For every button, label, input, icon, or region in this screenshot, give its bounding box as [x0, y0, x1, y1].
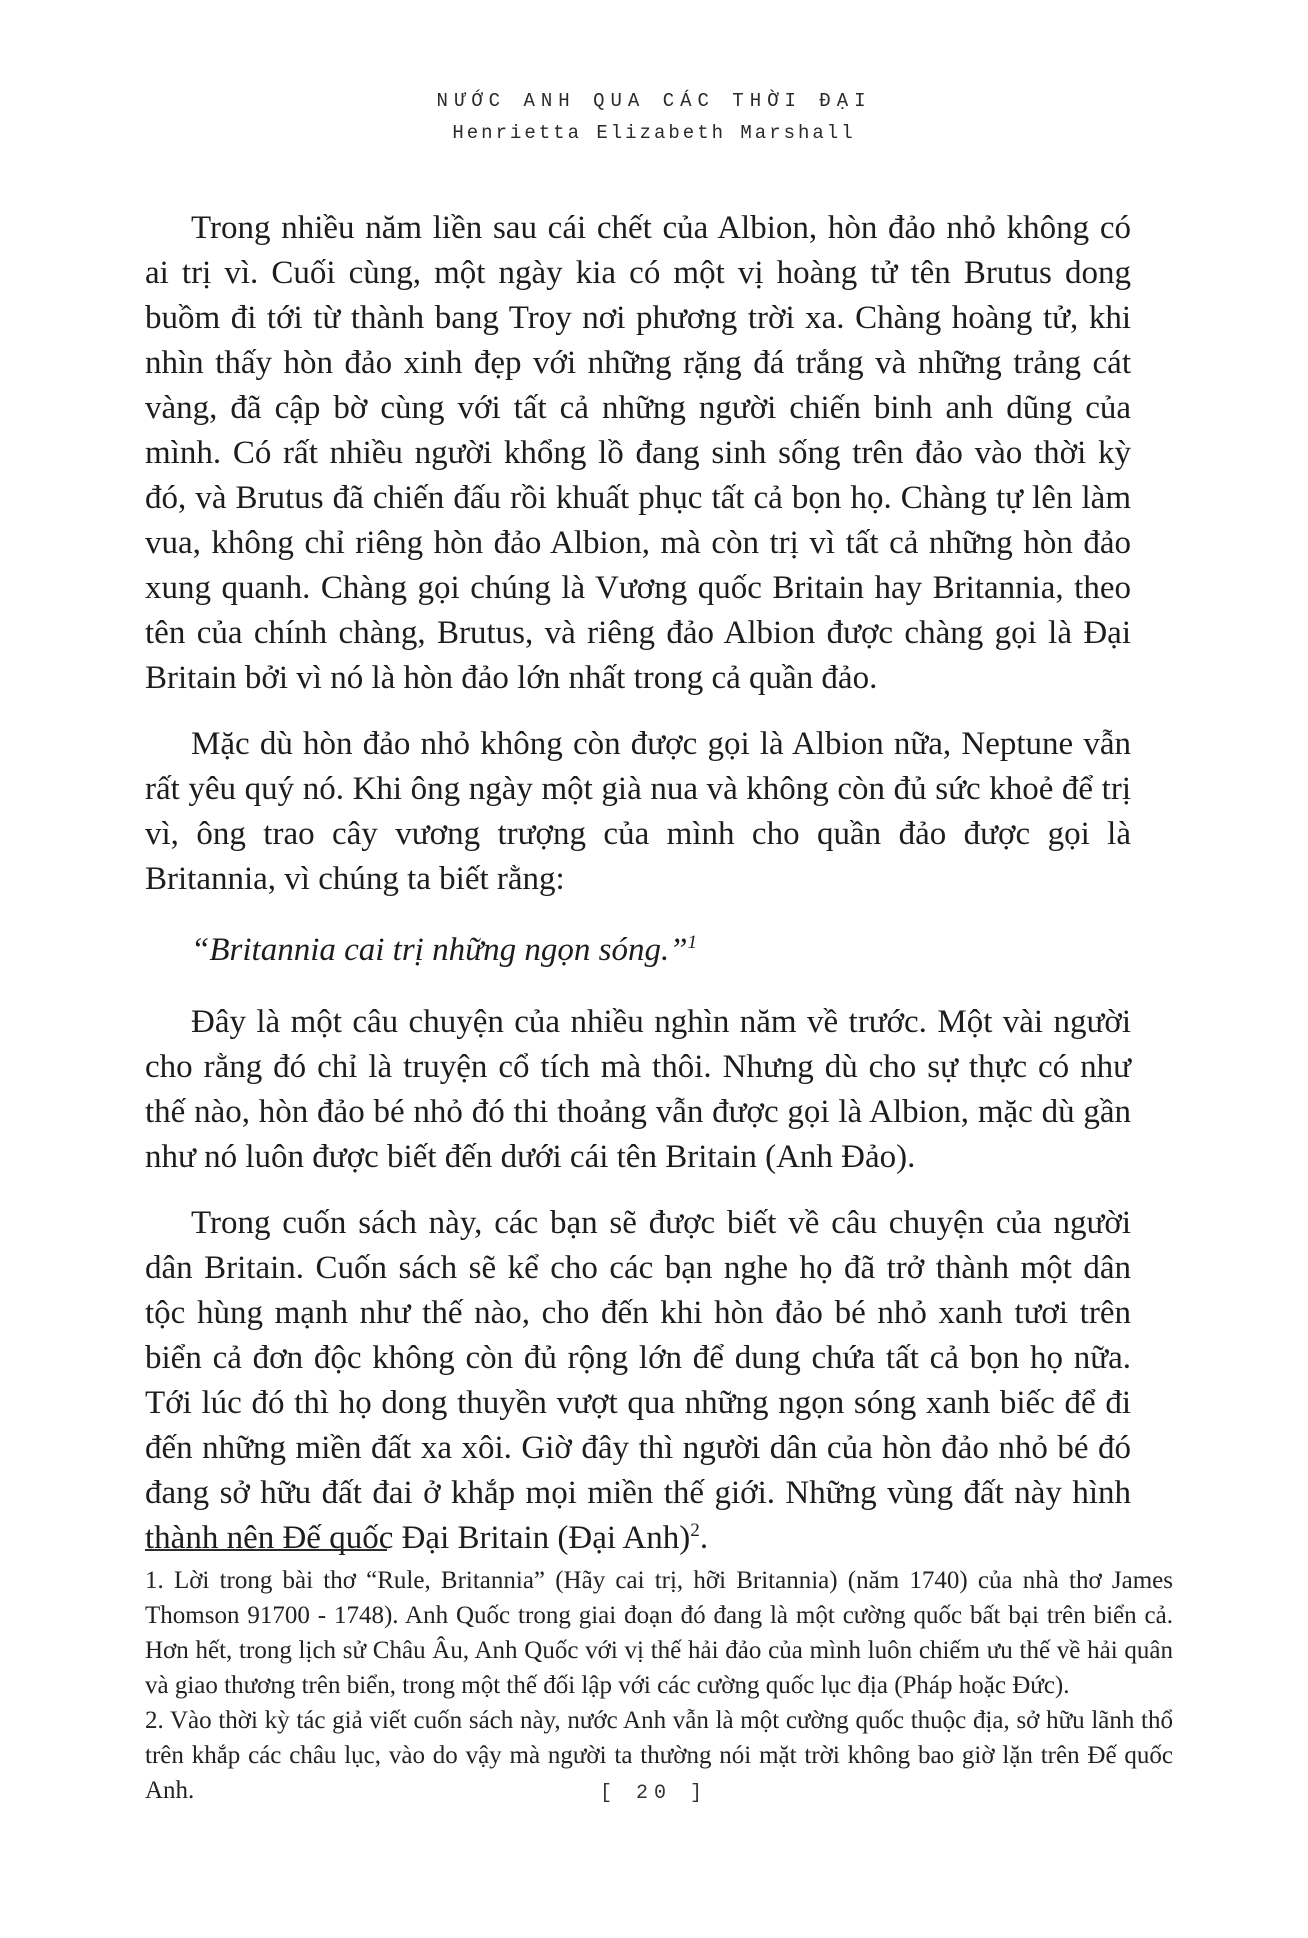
footnote-item [145, 1563, 1173, 1703]
footnote-separator [145, 1549, 387, 1551]
book-author: Henrietta Elizabeth Marshall [452, 122, 856, 144]
footnote-list [145, 1563, 1173, 1808]
body-paragraph [145, 722, 1131, 902]
body-paragraph [145, 1201, 1131, 1561]
body-paragraph [145, 1000, 1131, 1180]
text-segment: Mặc dù hòn đảo nhỏ không còn được gọi là Albion nữa, Neptune vẫn rất yêu quý nó. Khi ông ngày một già nua và không còn đủ sức khoẻ để trị vì, ông trao cây vương trượng của mình cho quần đảo được gọi là Britannia, vì chúng ta biết rằng: [145, 726, 1131, 897]
footnote-reference-superscript: 1 [687, 932, 698, 953]
text-segment: Đây là một câu chuyện của nhiều nghìn năm về trước. Một vài người cho rằng đó chỉ là truyện cổ tích mà thôi. Nhưng dù cho sự thực có như thế nào, hòn đảo bé nhỏ đó thi thoảng vẫn được gọi là Albion, mặc dù gần như nó luôn được biết đến dưới cái tên Britain (Anh Đảo). [145, 1004, 1131, 1175]
text-segment: 1. Lời trong bài thơ “Rule, Britannia” (Hãy cai trị, hỡi Britannia) (năm 1740) của nhà thơ James Thomson 91700 - 1748). Anh Quốc trong giai đoạn đó đang là một cường quốc bất bại trên biển cả. Hơn hết, trong lịch sử Châu Âu, Anh Quốc với vị thế hải đảo của mình luôn chiếm ưu thế về hải quân và giao thương trên biển, trong một thế đối lập với các cường quốc lục địa (Pháp hoặc Đức). [145, 1567, 1173, 1699]
text-segment: Trong cuốn sách này, các bạn sẽ được biết về câu chuyện của người dân Britain. Cuốn sách sẽ kể cho các bạn nghe họ đã trở thành một dân tộc hùng mạnh như thế nào, cho đến khi hòn đảo bé nhỏ xanh tươi trên biển cả đơn độc không còn đủ rộng lớn để dung chứa tất cả bọn họ nữa. Tới lúc đó thì họ dong thuyền vượt qua những ngọn sóng xanh biếc để đi đến những miền đất xa xôi. Giờ đây thì người dân của hòn đảo nhỏ bé đó đang sở hữu đất đai ở khắp mọi miền thế giới. Những vùng đất này hình thành nên Đế quốc Đại Britain (Đại Anh) [145, 1205, 1131, 1556]
running-header [0, 90, 1308, 144]
body-paragraph [145, 206, 1131, 701]
page-number: [ 20 ] [599, 1782, 708, 1805]
text-segment: 2. Vào thời kỳ tác giả viết cuốn sách này, nước Anh vẫn là một cường quốc thuộc địa, sở hữu lãnh thổ trên khắp các châu lục, vào do vậy mà người ta thường nói mặt trời không bao giờ lặn trên Đế quốc Anh. [145, 1707, 1173, 1804]
epigraph-quote [145, 928, 1131, 973]
text-segment: Trong nhiều năm liền sau cái chết của Albion, hòn đảo nhỏ không có ai trị vì. Cuối cùng, một ngày kia có một vị hoàng tử tên Brutus dong buồm đi tới từ thành bang Troy nơi phương trời xa. Chàng hoàng tử, khi nhìn thấy hòn đảo xinh đẹp với những rặng đá trắng và những trảng cát vàng, đã cập bờ cùng với tất cả những người chiến binh anh dũng của mình. Có rất nhiều người khổng lồ đang sinh sống trên đảo vào thời kỳ đó, và Brutus đã chiến đấu rồi khuất phục tất cả bọn họ. Chàng tự lên làm vua, không chỉ riêng hòn đảo Albion, mà còn trị vì tất cả những hòn đảo xung quanh. Chàng gọi chúng là Vương quốc Britain hay Britannia, theo tên của chính chàng, Brutus, và riêng đảo Albion được chàng gọi là Đại Britain bởi vì nó là hòn đảo lớn nhất trong cả quần đảo. [145, 210, 1131, 696]
text-segment: “Britannia cai trị những ngọn sóng.” [191, 932, 688, 968]
text-segment: . [699, 1520, 709, 1556]
footnote-reference-superscript: 2 [690, 1520, 700, 1541]
book-title: NƯỚC ANH QUA CÁC THỜI ĐẠI [436, 90, 872, 112]
footnote-block [145, 1543, 1173, 1808]
body-content [145, 206, 1131, 1582]
